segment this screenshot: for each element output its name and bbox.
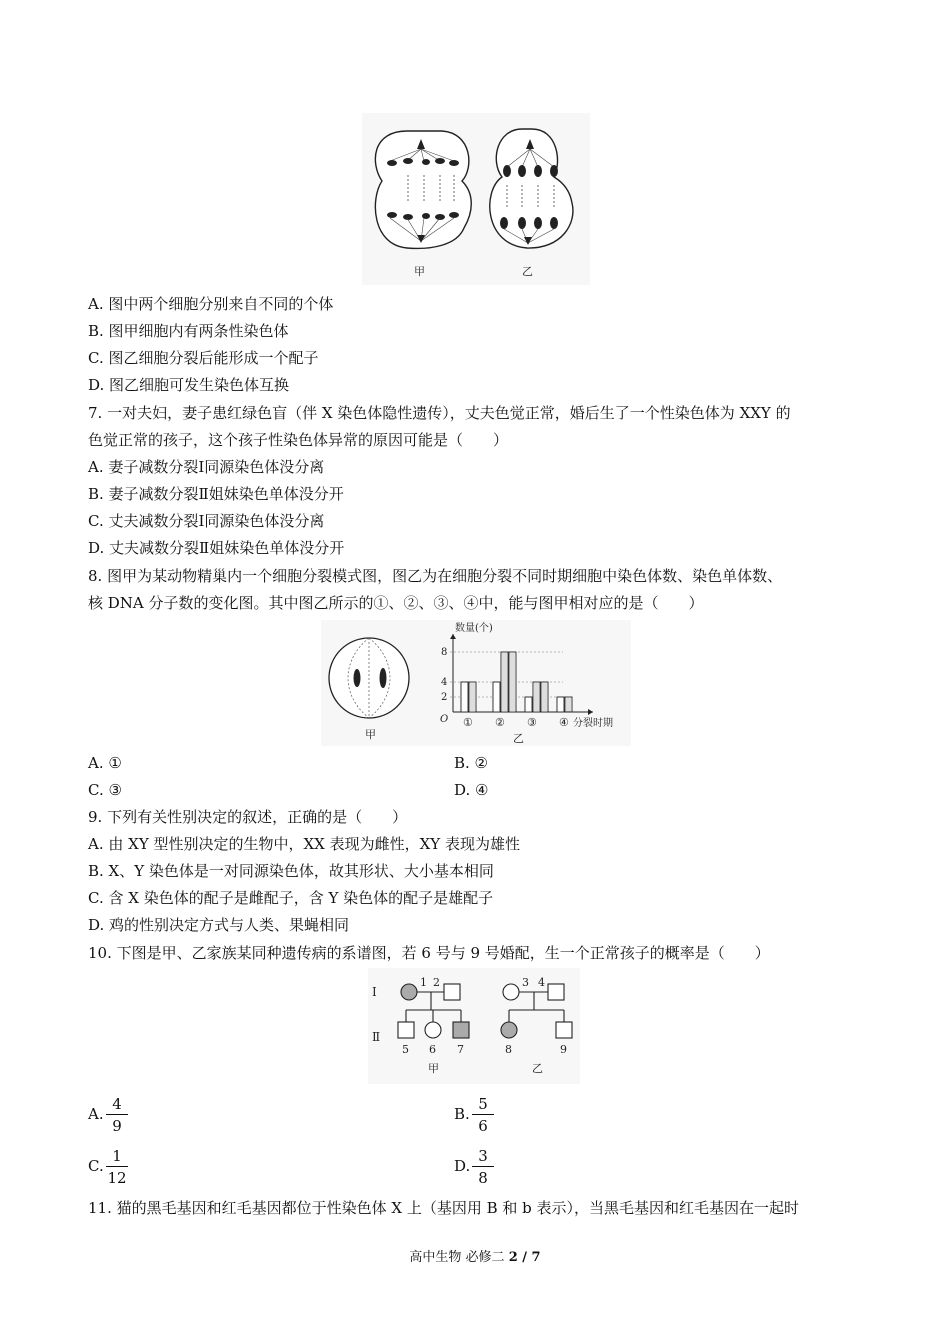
q9-option-a: A. 由 XY 型性别决定的生物中，XX 表现为雌性，XY 表现为雄性: [88, 835, 520, 853]
q9-stem: 9. 下列有关性别决定的叙述，正确的是（ ）: [88, 808, 408, 826]
cell-division-diagram: [362, 113, 590, 285]
number-2: 2: [433, 976, 440, 989]
q10-option-c-fraction: [106, 1146, 128, 1187]
y-tick-label-8: 8: [441, 647, 448, 658]
q6-option-a: A. 图中两个细胞分别来自不同的个体: [88, 295, 334, 313]
pedigree-label-left: 甲: [428, 1062, 439, 1075]
bar-2-1: [493, 682, 500, 712]
q8-figure-label-left: 甲: [365, 728, 376, 741]
origin-label: O: [440, 714, 449, 725]
q10-option-d-numerator: 3: [472, 1146, 494, 1167]
q8-stem-line1: 8. 图甲为某动物精巢内一个细胞分裂模式图，图乙为在细胞分裂不同时期细胞中染色体数、染色单体数、: [88, 567, 783, 585]
number-3: 3: [522, 976, 529, 989]
x-tick-label-1: ①: [463, 716, 473, 729]
generation-two-label: Ⅱ: [372, 1030, 381, 1044]
bar-3-1: [525, 697, 532, 712]
q10-option-c-letter: C.: [88, 1157, 104, 1175]
x-tick-label-3: ③: [527, 716, 537, 729]
number-7: 7: [457, 1043, 464, 1056]
individual-6: [425, 1022, 441, 1038]
individual-9: [556, 1022, 572, 1038]
q10-option-c-numerator: 1: [106, 1146, 128, 1167]
bar-1-1: [461, 682, 468, 712]
q10-option-b-numerator: 5: [472, 1094, 494, 1115]
number-9: 9: [560, 1043, 567, 1056]
q9-option-d: D. 鸡的性别决定方式与人类、果蝇相同: [88, 916, 350, 934]
q7-stem-line1: 7. 一对夫妇，妻子患红绿色盲（伴 X 染色体隐性遗传），丈夫色觉正常，婚后生了一个性染色体为 XXY 的: [88, 404, 791, 422]
y-tick-label-2: 2: [441, 692, 448, 703]
q7-option-a: A. 妻子减数分裂Ⅰ同源染色体没分离: [88, 458, 325, 476]
q10-stem: 10. 下图是甲、乙家族某同种遗传病的系谱图，若 6 号与 9 号婚配，生一个正常孩子的概率是（ ）: [88, 944, 770, 962]
q10-option-b-letter: B.: [454, 1105, 470, 1123]
figure-label-left: 甲: [414, 265, 425, 278]
q10-option-d-denominator: 8: [478, 1169, 488, 1187]
individual-3: [503, 984, 519, 1000]
q7-option-d: D. 丈夫减数分裂Ⅱ姐妹染色单体没分开: [88, 539, 345, 557]
q10-option-c-denominator: 12: [107, 1169, 127, 1187]
figure-label-right: 乙: [522, 265, 533, 278]
q10-option-d-letter: D.: [454, 1157, 471, 1175]
q7-option-b: B. 妻子减数分裂Ⅱ姐妹染色单体没分开: [88, 485, 344, 503]
y-axis-arrow: [450, 634, 456, 639]
cell-division-figure: [362, 113, 590, 285]
footer-text: 高中生物 必修二: [409, 1250, 509, 1265]
individual-7: [453, 1022, 469, 1038]
q7-option-c: C. 丈夫减数分裂Ⅰ同源染色体没分离: [88, 512, 325, 530]
x-axis-label: 分裂时期: [573, 718, 613, 729]
individual-1: [401, 984, 417, 1000]
pedigree-figure: [368, 968, 580, 1084]
number-1: 1: [420, 976, 427, 989]
pedigree-label-right: 乙: [532, 1062, 543, 1075]
x-tick-label-2: ②: [495, 716, 505, 729]
q10-option-a-numerator: 4: [106, 1094, 128, 1115]
q6-option-b: B. 图甲细胞内有两条性染色体: [88, 322, 289, 340]
q8-figure-svg: [321, 620, 631, 746]
q10-option-a-letter: A.: [88, 1105, 104, 1123]
q8-option-a: A. ①: [88, 754, 122, 772]
q10-option-d-fraction: [472, 1146, 494, 1187]
q9-option-c: C. 含 X 染色体的配子是雌配子，含 Y 染色体的配子是雄配子: [88, 889, 494, 907]
q11-stem-line1: 11. 猫的黑毛基因和红毛基因都位于性染色体 X 上（基因用 B 和 b 表示），当黑毛基因和红毛基因在一起时: [88, 1199, 800, 1217]
generation-one-label: Ⅰ: [372, 985, 377, 999]
bar-3-2: [533, 682, 540, 712]
q7-stem-line2: 色觉正常的孩子，这个孩子性染色体异常的原因可能是（ ）: [88, 431, 509, 449]
q8-figure: [321, 620, 631, 746]
q10-option-b-fraction: [472, 1094, 494, 1135]
q6-option-c: C. 图乙细胞分裂后能形成一个配子: [88, 349, 319, 367]
number-4: 4: [538, 976, 545, 989]
individual-5: [398, 1022, 414, 1038]
individual-2: [444, 984, 460, 1000]
number-8: 8: [505, 1043, 512, 1056]
pedigree-chart: [368, 968, 580, 1084]
q6-option-d: D. 图乙细胞可发生染色体互换: [88, 376, 290, 394]
bar-4-2: [565, 697, 572, 712]
x-axis-arrow: [588, 709, 593, 715]
q9-option-b: B. X、Y 染色体是一对同源染色体，故其形状、大小基本相同: [88, 862, 494, 880]
y-axis-label: 数量(个): [455, 623, 493, 634]
x-tick-label-4: ④: [559, 716, 569, 729]
y-tick-label-4: 4: [441, 677, 448, 688]
chart-label: 乙: [513, 732, 524, 745]
q10-option-b-denominator: 6: [478, 1117, 488, 1135]
q8-option-b: B. ②: [454, 754, 489, 772]
q10-option-a-fraction: [106, 1094, 128, 1135]
bar-chart: [440, 621, 613, 745]
q10-option-a-denominator: 9: [112, 1117, 122, 1135]
bar-3-3: [541, 682, 548, 712]
individual-8: [501, 1022, 517, 1038]
page-footer: [0, 1246, 950, 1265]
number-5: 5: [402, 1043, 409, 1056]
number-6: 6: [429, 1043, 436, 1056]
q8-stem-line2: 核 DNA 分子数的变化图。其中图乙所示的①、②、③、④中，能与图甲相对应的是（ ）: [88, 594, 704, 612]
q8-option-c: C. ③: [88, 781, 122, 799]
page-number: 2 / 7: [508, 1250, 541, 1265]
individual-4: [548, 984, 564, 1000]
q8-option-d: D. ④: [454, 781, 489, 799]
bar-1-2: [469, 682, 476, 712]
bar-4-1: [557, 697, 564, 712]
